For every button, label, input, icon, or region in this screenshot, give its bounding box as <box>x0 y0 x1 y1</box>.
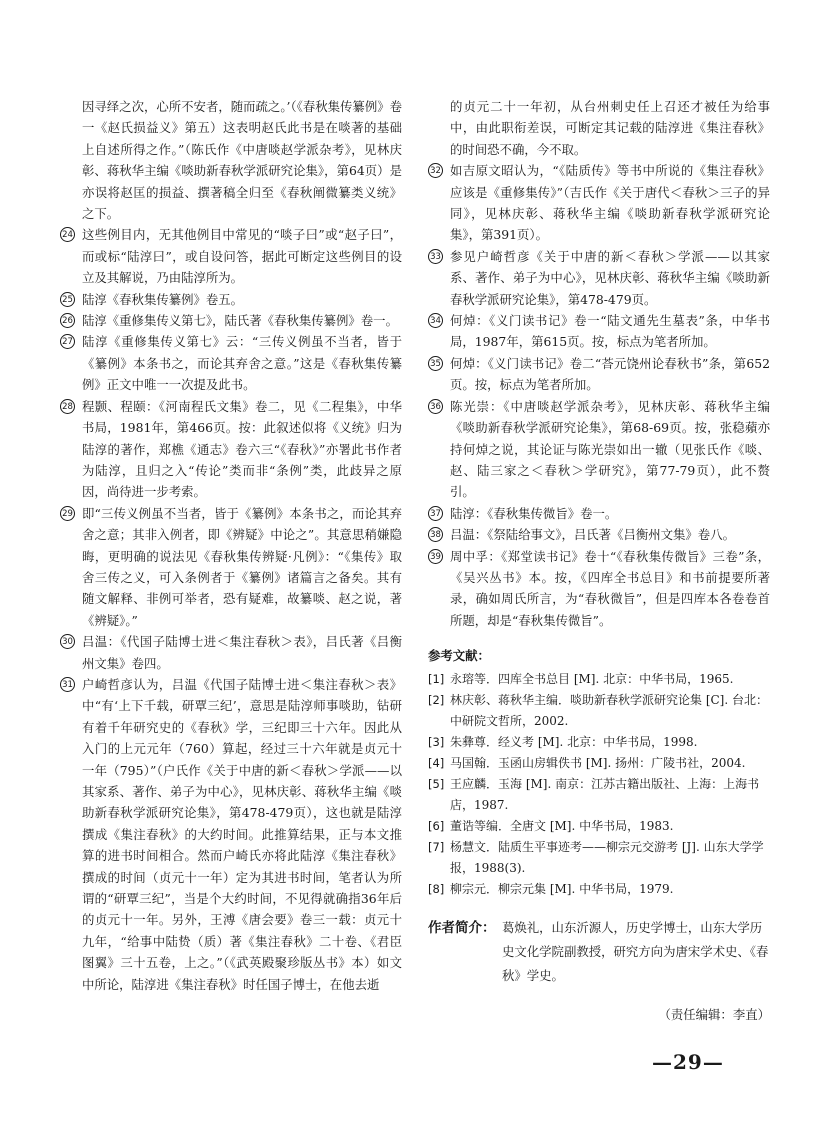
endnote <box>60 503 402 631</box>
reference-item <box>428 753 770 774</box>
endnote-text: 陈光崇：《中唐啖赵学派杂考》，见林庆彰、蒋秋华主编《啖助新春秋学派研究论集》，第68-69页。按，张稳蘋亦持何焯之说，其论证与陈光崇如出一辙（见张氏作《啖、赵、陆三家之＜春秋＞学研究》，第77-79页），此不赘引。 <box>450 398 770 500</box>
endnote <box>60 310 402 331</box>
reference-number: [7] <box>428 839 445 854</box>
reference-item <box>428 690 770 732</box>
author-bio-text: 葛焕礼，山东沂源人，历史学博士，山东大学历史文化学院副教授，研究方向为唐宋学术史、《春秋》学史。 <box>502 919 769 983</box>
reference-text: 马国翰．玉函山房辑佚书 [M]. 扬州：广陵书社，2004. <box>450 755 746 770</box>
reference-number: [4] <box>428 755 445 770</box>
endnote-number: 34 <box>428 313 443 328</box>
endnote-text: 吕温：《代国子陆博士进＜集注春秋＞表》，吕氏著《吕衡州文集》卷四。 <box>82 634 402 671</box>
endnote-text: 陆淳《春秋集传纂例》卷五。 <box>82 291 244 307</box>
page-number: —29— <box>652 1050 724 1074</box>
reference-text: 朱彝尊．经义考 [M]. 北京：中华书局，1998. <box>450 734 698 749</box>
endnote-number: 35 <box>428 356 443 371</box>
reference-text: 柳宗元．柳宗元集 [M]. 中华书局，1979. <box>450 881 674 896</box>
reference-text: 杨慧文．陆质生平事迹考——柳宗元交游考 [J]. 山东大学学报，1988(3). <box>450 839 764 875</box>
endnote-text: 如吉原文昭认为，“《陆质传》等书中所说的《集注春秋》应该是《重修集传》”（吉氏作《关于唐代＜春秋＞三子的异同》，见林庆彰、蒋秋华主编《啖助新春秋学派研究论集》，第391页）。 <box>450 163 770 243</box>
endnote-number: 30 <box>60 634 75 649</box>
endnote <box>60 289 402 310</box>
references-title: 参考文献： <box>428 648 490 664</box>
reference-item <box>428 879 770 900</box>
endnote-number: 24 <box>60 227 75 242</box>
endnote-text: 何焯：《义门读书记》卷一“陆文通先生墓表”条，中华书局，1987年，第615页。按，标点为笔者所加。 <box>450 313 770 350</box>
author-bio <box>428 916 770 988</box>
endnote-text: 的贞元二十一年初，从台州刺史任上召还才被任为给事中，由此职衔差误，可断定其记载的陆淳进《集注春秋》的时间恐不确，今不取。 <box>450 99 770 157</box>
right-column <box>428 96 770 1025</box>
endnote-number: 37 <box>428 506 443 521</box>
endnote-text: 户崎哲彦认为，吕温《代国子陆博士进＜集注春秋＞表》中“有‘上下千载，研覃三纪’，意思是陆淳师事啖助，钻研有着千年研究史的《春秋》学，三纪即三十六年。因此从入门的上元元年（760）算起，经过三十六年就是贞元十一年（795）”（户氏作《关于中唐的新＜春秋＞学派——以其家系、著作、弟子为中心》，见林庆彰、蒋秋华主编《啖助新春秋学派研究论集》，第478-479页），这也就是陆淳撰成《集注春秋》的大约时间。此推算结果，正与本文推算的进书时间相合。然而户崎氏亦将此陆淳《集注春秋》撰成的时间（贞元十一年）定为其进书时间，笔者认为所谓的“研覃三纪”，当是个大约时间，不见得就确指36年后的贞元十一年。另外，王溥《唐会要》卷三一载：贞元十九年，“给事中陆贽（质）著《集注春秋》二十卷、《君臣图翼》三十五卷，上之。”（《武英殿聚珍版丛书》本）如文中所论，陆淳进《集注春秋》时任国子博士，在他去逝 <box>82 676 402 992</box>
reference-text: 董诰等编．全唐文 [M]. 中华书局，1983. <box>450 818 674 833</box>
references-list <box>428 669 770 900</box>
reference-number: [5] <box>428 776 445 791</box>
endnote <box>428 396 770 503</box>
reference-item <box>428 669 770 690</box>
endnote <box>60 224 402 288</box>
endnote <box>428 96 770 160</box>
endnote-text: 何焯：《义门读书记》卷二“荅元饶州论春秋书”条，第652页。按，标点为笔者所加。 <box>450 355 770 393</box>
endnote-text: 这些例目内，无其他例目中常见的“啖子曰”或“赵子曰”，而或标“陆淳曰”，或自设问答，据此可断定这些例目的设立及其解说，乃由陆淳所为。 <box>82 227 402 286</box>
endnote-text: 陆淳：《春秋集传微旨》卷一。 <box>450 505 618 521</box>
endnote-number: 28 <box>60 399 75 414</box>
endnote-number: 26 <box>60 313 75 328</box>
endnote-text: 吕温：《祭陆给事文》，吕氏著《吕衡州文集》卷八。 <box>450 527 735 543</box>
endnote-text: 即“三传义例虽不当者，皆于《纂例》本条书之，而论其弃舍之意；其非入例者，即《辨疑》中论之”。其意思稍嫌隐晦，更明确的说法见《春秋集传辨疑·凡例》：“《集传》取舍三传之义，可入条例者于《纂例》诸篇言之备矣。其有随文解释、非例可举者，恐有疑难，故纂啖、赵之说，著《辨疑》。” <box>82 505 402 628</box>
endnote <box>428 503 770 524</box>
endnote-number: 31 <box>60 677 75 692</box>
reference-number: [8] <box>428 881 445 896</box>
reference-item <box>428 732 770 753</box>
endnote-number: 36 <box>428 399 443 414</box>
endnote <box>428 310 770 353</box>
endnote-number: 32 <box>428 163 443 178</box>
responsible-editor: （责任编辑：李直） <box>658 1006 770 1022</box>
right-notes <box>428 96 770 631</box>
endnote-number: 27 <box>60 334 75 349</box>
reference-text: 永瑢等．四库全书总目 [M]. 北京：中华书局，1965. <box>450 671 734 686</box>
endnote <box>60 331 402 395</box>
endnote <box>428 524 770 545</box>
endnote <box>428 246 770 310</box>
endnote-text: 陆淳《重修集传义第七》云：“三传义例虽不当者，皆于《纂例》本条书之，而论其弃舍之意。”这是《春秋集传纂例》正文中唯一一次提及此书。 <box>82 334 402 393</box>
reference-number: [1] <box>428 671 445 686</box>
endnote <box>428 353 770 396</box>
endnote-number: 39 <box>428 549 443 564</box>
left-column <box>60 96 402 995</box>
endnote-text: 周中孚：《郑堂读书记》卷十“《春秋集传微旨》三卷”条，《吴兴丛书》本。按，《四库全书总目》和书前提要所著录，确如周氏所言，为“春秋微旨”，但是四库本各卷卷首所题，却是“春秋集传微旨”。 <box>450 548 770 628</box>
references-section <box>428 645 770 899</box>
endnote-text: 因寻绎之次，心所不安者，随而疏之。’（《春秋集传纂例》卷一《赵氏损益义》第五）这表明赵氏此书是在啖著的基础上自述所得之作。”（陈氏作《中唐啖赵学派杂考》，见林庆彰、蒋秋华主编《啖助新春秋学派研究论集》，第64页）是亦误将赵匡的损益、撰著稿全归至《春秋阐微纂类义统》之下。 <box>82 99 402 222</box>
endnote-number: 25 <box>60 292 75 307</box>
reference-item <box>428 774 770 816</box>
endnote <box>60 631 402 674</box>
reference-number: [6] <box>428 818 445 833</box>
endnote <box>60 674 402 995</box>
endnote-text: 陆淳《重修集传义第七》，陆氏著《春秋集传纂例》卷一。 <box>82 313 398 329</box>
endnote-number: 29 <box>60 506 75 521</box>
reference-item <box>428 816 770 837</box>
reference-number: [3] <box>428 734 445 749</box>
endnote <box>428 160 770 246</box>
endnote <box>428 546 770 632</box>
endnote <box>60 96 402 224</box>
author-bio-label: 作者简介： <box>428 919 496 936</box>
reference-text: 王应麟．玉海 [M]. 南京：江苏古籍出版社、上海：上海书店，1987. <box>450 776 760 812</box>
reference-text: 林庆彰、蒋秋华主编．啖助新春秋学派研究论集 [C]. 台北：中研院文哲所，2002. <box>450 692 768 728</box>
endnote-text: 程颢、程颐：《河南程氏文集》卷二，见《二程集》，中华书局，1981年，第466页。按：此叙述似将《义统》归为陆淳的著作，郑樵《通志》卷六三“《春秋》”亦署此书作者为陆淳，且归之入“传论”类而非“条例”类，此歧异之原因，尚待进一步考索。 <box>82 398 402 500</box>
endnote-number: 38 <box>428 527 443 542</box>
endnote-text: 参见户崎哲彦《关于中唐的新＜春秋＞学派——以其家系、著作、弟子为中心》，见林庆彰、蒋秋华主编《啖助新春秋学派研究论集》，第478-479页。 <box>450 248 770 307</box>
endnote <box>60 396 402 503</box>
endnote-number: 33 <box>428 249 443 264</box>
reference-number: [2] <box>428 692 445 707</box>
reference-item <box>428 837 770 879</box>
